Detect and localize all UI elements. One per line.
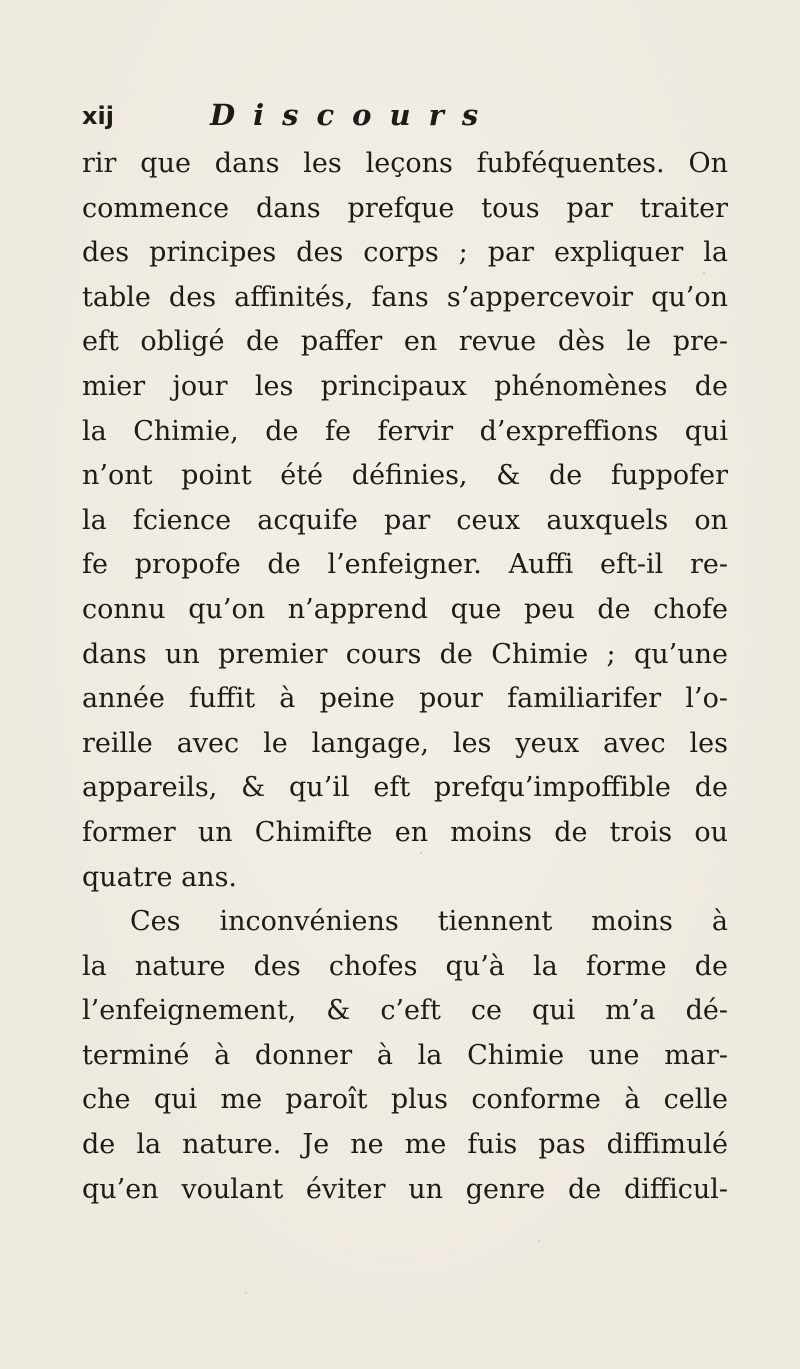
text-line: terminé à donner à la Chimie une mar-: [82, 1039, 728, 1071]
text-line: année fuffit à peine pour familiarifer l’o-: [82, 683, 728, 715]
text-line: former un Chimifte en moins de trois ou: [82, 816, 728, 848]
text-line: la fcience acquife par ceux auxquels on: [82, 504, 728, 536]
text-line: rir que dans les leçons fubféquentes. On: [82, 148, 728, 179]
text-line: connu qu’on n’apprend que peu de chofe: [82, 593, 728, 625]
text-line: quatre ans.: [82, 861, 238, 893]
text-line: table des affinités, fans s’appercevoir qu’on: [82, 281, 728, 313]
paper-speck: [703, 272, 705, 274]
text-line: la Chimie, de fe fervir d’expreffions qui: [82, 415, 728, 447]
paper-speck: [245, 1292, 247, 1294]
paper-speck: [420, 852, 422, 854]
text-line: de la nature. Je ne me fuis pas diffimulé: [82, 1129, 728, 1161]
text-line: che qui me paroît plus conforme à celle: [82, 1084, 728, 1116]
running-title: Discours: [210, 98, 497, 132]
body-text: [82, 142, 728, 1212]
text-line: qu’en voulant éviter un genre de difficul-: [82, 1173, 728, 1205]
page-number: xij: [82, 102, 114, 130]
page-header: [82, 98, 722, 138]
text-line: mier jour les principaux phénomènes de: [82, 370, 728, 402]
paragraph-first-line: Ces inconvéniens tiennent moins à: [130, 906, 728, 938]
text-line: commence dans prefque tous par traiter: [82, 192, 728, 224]
text-line: eft obligé de paffer en revue dès le pre-: [82, 326, 728, 358]
text-line: reille avec le langage, les yeux avec les: [82, 727, 728, 759]
text-line: n’ont point été définies, & de fuppofer: [82, 460, 728, 492]
text-line: fe propofe de l’enfeigner. Auffi eft-il re-: [82, 549, 728, 581]
text-line: la nature des chofes qu’à la forme de: [82, 950, 728, 982]
text-line: dans un premier cours de Chimie ; qu’une: [82, 638, 728, 670]
paper-speck: [538, 1240, 540, 1242]
text-line: appareils, & qu’il eft prefqu’impoffible de: [82, 772, 728, 804]
text-line: l’enfeignement, & c’eft ce qui m’a dé-: [82, 995, 728, 1027]
text-line: des principes des corps ; par expliquer la: [82, 237, 728, 269]
